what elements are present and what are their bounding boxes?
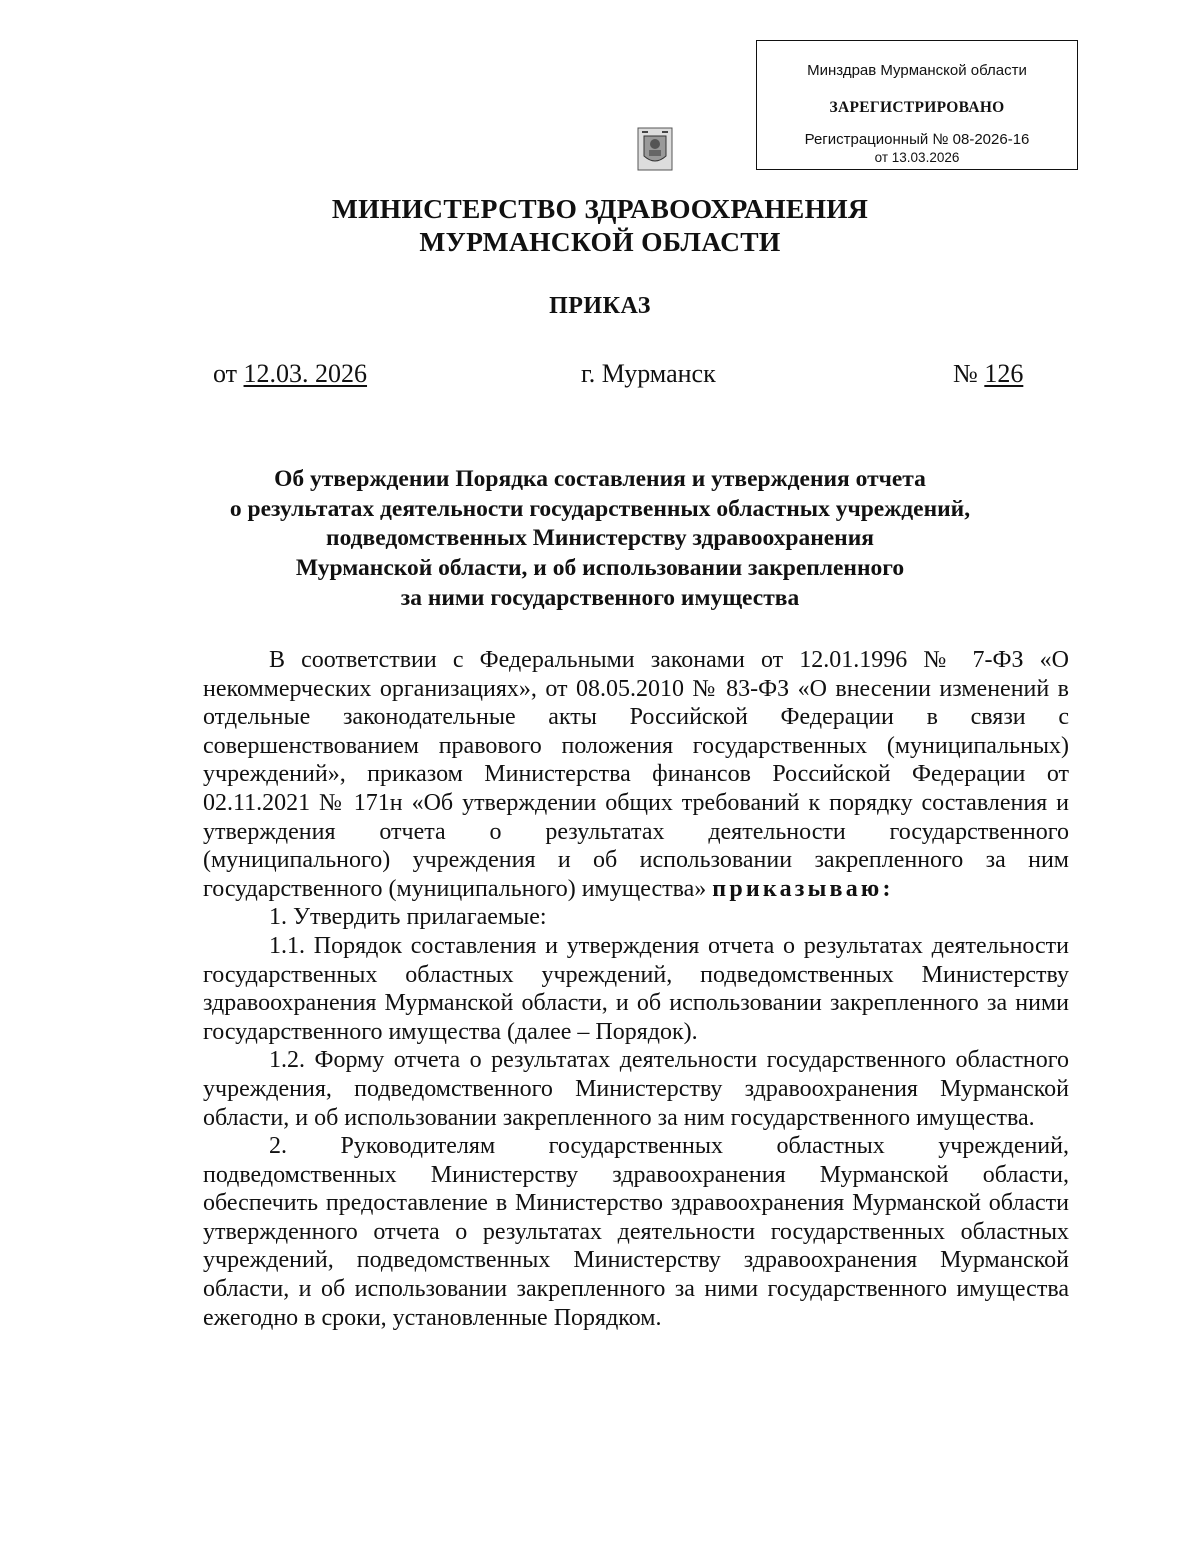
preamble-paragraph (203, 646, 1069, 903)
item-1-1 (203, 932, 1069, 1046)
item-1-2 (203, 1046, 1069, 1132)
item-1-2-text: 1.2. Форму отчета о результатах деятельности государственного областного учреждения, подведомственного Министерству здравоохранения Мурманской области, и об использовании закрепленного за ним государственного имущества. (203, 1047, 1069, 1131)
order-date: 12.03. 2026 (243, 359, 368, 388)
heading-line: подведомственных Министерству здравоохранения (326, 525, 874, 552)
date-prefix: от (213, 359, 238, 388)
item-2-text: 2. Руководителям государственных областных учреждений, подведомственных Министерству здравоохранения Мурманской области, обеспечить предоставление в Министерство здравоохранения Мурманской области утвержденного отчета о результатах деятельности государственных областных учреждений, подведомственных Министерству здравоохранения Мурманской области, и об использовании закрепленного за ними государственного имущества ежегодно в сроки, установленные Порядком. (203, 1133, 1069, 1331)
coat-of-arms-icon (636, 126, 674, 172)
item-2 (203, 1132, 1069, 1332)
order-heading (180, 465, 1020, 614)
heading-line: о результатах деятельности государственных областных учреждений, (229, 495, 971, 522)
heading-line: за ними государственного имущества (400, 584, 800, 611)
order-date-line (213, 359, 367, 389)
stamp-organization: Минздрав Мурманской области (807, 62, 1027, 79)
order-body (203, 646, 1069, 1332)
order-number: 126 (984, 359, 1024, 388)
registration-stamp (756, 40, 1078, 170)
order-number-line (953, 359, 1023, 389)
item-1 (203, 903, 1069, 932)
preamble-text: В соответствии с Федеральными законами от 12.01.1996 № 7-ФЗ «О некоммерческих организациях», от 08.05.2010 № 83-ФЗ «О внесении изменений в отдельные законодательные акты Российской Федерации в связи с совершенствованием правового положения государственных (муниципальных) учреждений», приказом Министерства финансов Российской Федерации от 02.11.2021 № 171н «Об утверждении общих требований к порядку составления и утверждения отчета о результатах деятельности государственного (муниципального) учреждения и об использовании закрепленного за ним государственного (муниципального) имущества» (203, 647, 1069, 902)
heading-line: Мурманской области, и об использовании закрепленного (295, 555, 905, 582)
ministry-name-line2: МУРМАНСКОЙ ОБЛАСТИ (419, 226, 781, 257)
order-city: г. Мурманск (581, 359, 716, 388)
document-type: ПРИКАЗ (549, 293, 651, 319)
stamp-status: ЗАРЕГИСТРИРОВАНО (829, 99, 1005, 116)
number-prefix: № (953, 359, 978, 388)
item-1-1-text: 1.1. Порядок составления и утверждения отчета о результатах деятельности государственных областных учреждений, подведомственных Министерству здравоохранения Мурманской области, и об использовании закрепленного за ними государственного имущества (далее – Порядок). (203, 932, 1069, 1045)
item-1-text: 1. Утвердить прилагаемые: (269, 904, 547, 931)
stamp-registration-number: Регистрационный № 08-2026-16 (804, 131, 1030, 148)
ministry-name-line1: МИНИСТЕРСТВО ЗДРАВООХРАНЕНИЯ (331, 193, 869, 224)
stamp-date: от 13.03.2026 (874, 150, 960, 165)
order-word: приказываю: (712, 875, 894, 902)
heading-line: Об утверждении Порядка составления и утверждения отчета (274, 466, 926, 492)
